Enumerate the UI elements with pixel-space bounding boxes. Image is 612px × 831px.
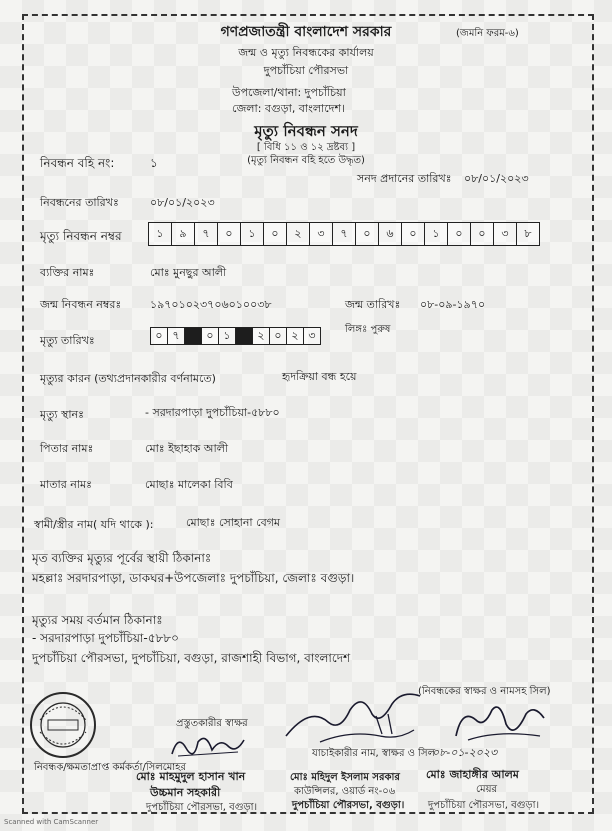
death-reg-digit: ০ (217, 222, 240, 246)
municipality-title: দুপচাঁচিয়া পৌরসভা (263, 64, 349, 77)
preparer-office: দুপচাঁচিয়া পৌরসভা, বগুড়া। (146, 802, 258, 813)
preparer-title: উচ্চমান সহকারী (150, 786, 221, 799)
death-reg-no-label: মৃত্যু নিবন্ধন নম্বর (40, 229, 122, 243)
form-tag: (জমনি ফরম-৬) (456, 28, 519, 39)
death-date-label: মৃত্যু তারিখঃ (40, 334, 95, 347)
spouse-value: মোছাঃ সোহানা বেগম (186, 516, 281, 529)
death-reg-digit: ০ (470, 222, 493, 246)
book-no-label: নিবন্ধন বহি নং: (40, 156, 115, 170)
scanner-mark: Scanned with CamScanner (4, 818, 99, 826)
handwritten-date: ০৮-০১-২০২৩ (432, 746, 498, 759)
mayor-signature-icon (448, 700, 548, 746)
curr-addr-line1: - সরদারপাড়া দুপচাঁচিয়া-৫৮৮০ (32, 631, 179, 645)
name-value: মোঃ মুনছুর আলী (150, 266, 227, 279)
preparer-caption: প্রস্তুতকারীর স্বাক্ষর (176, 718, 248, 729)
birth-reg-label: জন্ম নিবন্ধন নম্বরঃ (40, 298, 122, 311)
curr-addr-line2: দুপচাঁচিয়া পৌরসভা, দুপচাঁচিয়া, বগুড়া, রাজশাহী বিভাগ, বাংলাদেশ (32, 651, 351, 665)
death-reg-digit: ১ (148, 222, 171, 246)
death-reg-digit: ০ (447, 222, 470, 246)
registrar-caption: (নিবন্ধকের স্বাক্ষর ও নামসহ সিল) (418, 686, 551, 697)
mayor-office: দুপচাঁচিয়া পৌরসভা, বগুড়া। (428, 800, 540, 811)
death-date-digit: ৩ (304, 328, 320, 344)
verifier-name: মোঃ মহিদুল ইসলাম সরকার (290, 772, 400, 783)
mayor-name: মোঃ জাহাঙ্গীর আলম (426, 768, 519, 781)
certificate-rule: [ বিধি ১১ ও ১২ দ্রষ্টব্য ] (256, 142, 356, 153)
death-reg-digit: ৩ (309, 222, 332, 246)
reg-date-value: ০৮/০১/২০২৩ (150, 196, 215, 209)
death-date-boxes (150, 327, 321, 345)
government-title: গণপ্রজাতন্ত্রী বাংলাদেশ সরকার (220, 24, 392, 40)
death-date-digit: ০ (202, 328, 219, 344)
death-date-digit: ৭ (168, 328, 185, 344)
upazila-line: উপজেলা/থানা: দুপচাঁচিয়া (232, 86, 346, 99)
death-date-digit: ০ (270, 328, 287, 344)
place-value: - সরদারপাড়া দুপচাঁচিয়া-৫৮৮০ (145, 406, 280, 419)
issue-date-value: ০৮/০১/২০২৩ (464, 172, 529, 185)
death-date-digit: ০ (151, 328, 168, 344)
death-date-digit: ১ (219, 328, 236, 344)
death-reg-digit: ১ (424, 222, 447, 246)
death-reg-digit: ০ (401, 222, 424, 246)
issuer-caption: নিবন্ধক/ক্ষমতাপ্রাপ্ত কর্মকর্তা/সিলমোহর (34, 762, 186, 773)
death-reg-digit: ৩ (493, 222, 516, 246)
verifier-caption: যাচাইকারীর নাম, স্বাক্ষর ও সিল (312, 748, 436, 759)
death-reg-digit: ৭ (194, 222, 217, 246)
mother-value: মোছাঃ মালেকা বিবি (145, 478, 233, 491)
death-reg-digit: ৭ (332, 222, 355, 246)
name-label: ব্যক্তির নামঃ (40, 266, 95, 279)
verifier-signature-icon (280, 686, 430, 748)
birth-date-label: জন্ম তারিখঃ (345, 298, 401, 311)
perm-addr-value: মহল্লাঃ সরদারপাড়া, ডাকঘর+উপজেলাঃ দুপচাঁচিয়া, জেলাঃ বগুড়া। (32, 571, 355, 585)
father-label: পিতার নামঃ (40, 442, 94, 455)
verifier-office: দুপচাঁচিয়া পৌরসভা, বগুড়া। (292, 800, 405, 811)
death-reg-digit: ০ (355, 222, 378, 246)
district-line: জেলা: বগুড়া, বাংলাদেশ। (232, 102, 345, 115)
cause-value: হৃদক্রিয়া বন্ধ হয়ে (282, 370, 357, 383)
father-value: মোঃ ইছাহাক আলী (145, 442, 229, 455)
birth-date-value: ০৮-০৯-১৯৭০ (420, 298, 486, 311)
certificate-title: মৃত্যু নিবন্ধন সনদ (254, 122, 358, 140)
place-label: মৃত্যু স্থানঃ (40, 408, 84, 421)
gender-value: লিঙ্গঃ পুরুষ (345, 324, 391, 335)
death-reg-digit: ৯ (171, 222, 194, 246)
mother-label: মাতার নামঃ (40, 478, 93, 491)
death-reg-digit: ২ (286, 222, 309, 246)
death-date-digit: ২ (287, 328, 304, 344)
mayor-title: মেয়র (476, 784, 498, 795)
birth-reg-value: ১৯৭০১০২৩৭০৬০১০০৩৮ (150, 298, 272, 311)
death-reg-digit: ৮ (516, 222, 540, 246)
certificate-note: (মৃত্যু নিবন্ধন বহি হতে উদ্ধৃত) (247, 155, 365, 166)
death-date-separator (236, 328, 253, 344)
death-reg-no-boxes (148, 222, 540, 246)
cause-label: মৃত্যুর কারন (তথ্যপ্রদানকারীর বর্ণনামতে) (40, 372, 216, 385)
verifier-title: কাউন্সিলর, ওয়ার্ড নং-০৬ (294, 786, 396, 797)
preparer-signature-icon (168, 728, 248, 760)
spouse-label: স্বামী/স্ত্রীর নাম( যদি থাকে ): (34, 518, 154, 531)
death-date-separator (185, 328, 202, 344)
issue-date-label: সনদ প্রদানের তারিখঃ (357, 172, 452, 185)
preparer-name: মোঃ মাহমুদুল হাসান খান (136, 770, 246, 783)
reg-date-label: নিবন্ধনের তারিখঃ (40, 196, 119, 209)
death-reg-digit: ৬ (378, 222, 401, 246)
death-date-digit: ২ (253, 328, 270, 344)
perm-addr-label: মৃত ব্যক্তির মৃত্যুর পূর্বের স্থায়ী ঠিকানাঃ (32, 551, 212, 565)
death-reg-digit: ১ (240, 222, 263, 246)
municipality-seal-icon (28, 690, 98, 760)
death-reg-digit: ০ (263, 222, 286, 246)
book-no-value: ১ (150, 156, 158, 170)
office-title: জন্ম ও মৃত্যু নিবন্ধকের কার্যালয় (238, 46, 374, 59)
curr-addr-label: মৃত্যুর সময় বর্তমান ঠিকানাঃ (32, 613, 163, 627)
